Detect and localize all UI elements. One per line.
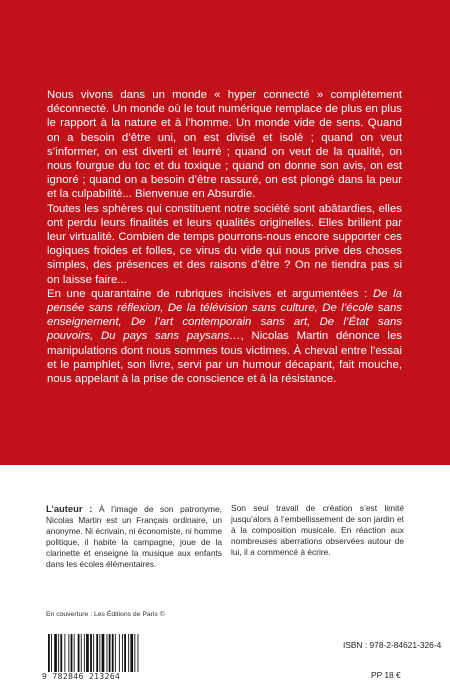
price: PP 18 €	[371, 670, 401, 680]
blurb-paragraph-2: Toutes les sphères qui constituent notre société sont abâtardies, elles ont perdu leurs finalités et leurs qualités originelles. Elles brillent par leur virtualité. Combien de temps pourrons-nous encore supporter ces logiques froides et folles, ce virus du vide qui nous prive des choses simples, des présences et des raisons d’être ? On ne tiendra pas si on laisse faire...	[47, 202, 402, 286]
cover-credit: En couverture : Les Éditions de Paris ©	[46, 611, 165, 618]
barcode	[42, 634, 154, 684]
author-bio-column-2: Son seul travail de création s’est limité jusqu’alors à l’embellissement de son jardin et à la composition musicale. En réaction aux nombreuses aberrations observées autour de lui, il a commencé à écrire.	[231, 503, 404, 558]
white-panel	[0, 465, 450, 694]
blurb-intro: En une quarantaine de rubriques incisives et argumentées :	[47, 287, 373, 300]
blurb-paragraph-3	[47, 287, 402, 386]
isbn: ISBN : 978-2-84621-326-4	[343, 640, 442, 650]
blurb-conclusion: , Nicolas Martin dénonce les manipulations dont nous sommes tous victimes. À cheval entre l’essai et le pamphlet, son livre, servi par un humour décapant, fait mouche, nous appelant à la prise de conscience et à la résistance.	[47, 330, 402, 386]
blurb-paragraph-1: Nous vivons dans un monde « hyper connecté » complètement déconnecté. Un monde où le tout numérique remplace de plus en plus le rapport à la nature et à l’homme. Un monde vide de sens. Quand on a besoin d’être uni, on est divisé et isolé ; quand on veut s’informer, on est diverti et leurré ; quand on veut de la qualité, on nous fourgue du toc et du toxique ; quand on donne son avis, on est ignoré ; quand on a besoin d’être rassuré, on est plongé dans la peur et la culpabilité... Bienvenue en Absurdie.	[47, 89, 402, 201]
author-bio-text-1: À l’image de son patronyme, Nicolas Martin est un Français ordinaire, un anonyme. Ni écrivain, ni économiste, ni homme politique, il habite la campagne, joue de la clarinette et enseigne la musique aux enfants dans les écoles élémentaires.	[46, 504, 222, 570]
author-label: L’auteur :	[46, 503, 93, 514]
blurb	[47, 88, 402, 386]
author-bio-column-1	[46, 503, 222, 571]
barcode-digits: 9 782846 213264	[42, 672, 154, 681]
blurb-rubriques: De la pensée sans réflexion, De la télévision sans culture, De l’école sans enseignement, De l’art contemporain sans art, De l’État sans pouvoirs, Du pays sans paysans…	[47, 287, 402, 343]
barcode-bars	[42, 634, 154, 674]
